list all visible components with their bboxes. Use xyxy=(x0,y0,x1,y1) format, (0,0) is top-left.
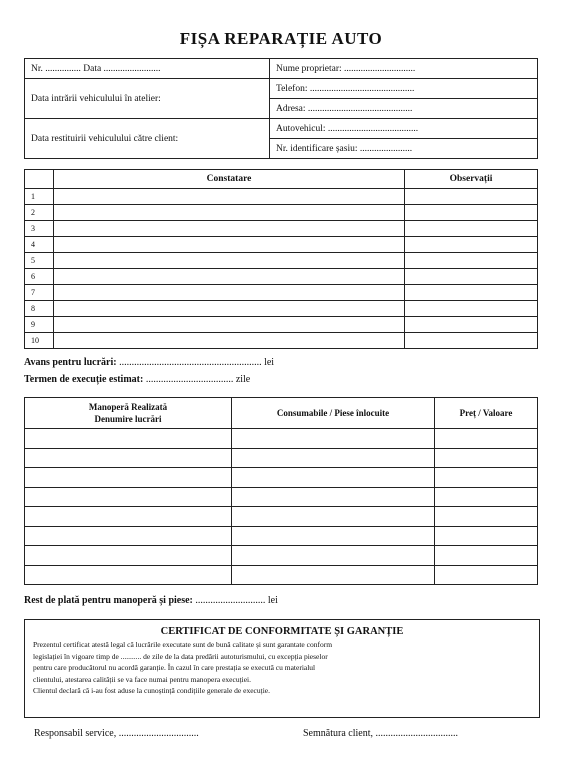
price-cell[interactable] xyxy=(435,565,538,585)
balance-input[interactable]: ............................ xyxy=(192,595,266,606)
parts-cell[interactable] xyxy=(232,507,435,527)
works-table xyxy=(24,397,538,585)
row-number: 1 xyxy=(25,189,54,205)
finding-cell[interactable] xyxy=(54,205,405,221)
row-number: 3 xyxy=(25,221,54,237)
parts-header: Consumabile / Piese înlocuite xyxy=(232,398,435,429)
price-cell[interactable] xyxy=(435,448,538,468)
return-date-field[interactable]: Data restituirii vehiculului către client: xyxy=(25,119,270,159)
service-signature[interactable]: Responsabil service, ................................ xyxy=(34,728,199,739)
findings-table xyxy=(24,169,538,349)
finding-cell[interactable] xyxy=(54,269,405,285)
balance-label: Rest de plată pentru manoperă și piese: xyxy=(24,595,193,606)
findings-row xyxy=(25,205,538,221)
price-cell[interactable] xyxy=(435,468,538,488)
certificate-line: Prezentul certificat atestă legal că lucrările executate sunt de bună calitate și sunt garantate conform xyxy=(33,640,333,649)
findings-row xyxy=(25,333,538,349)
certificate-body xyxy=(25,637,539,697)
phone-field[interactable]: Telefon: ............................................ xyxy=(269,79,537,99)
findings-row xyxy=(25,317,538,333)
finding-cell[interactable] xyxy=(54,221,405,237)
parts-cell[interactable] xyxy=(232,565,435,585)
row-number: 8 xyxy=(25,301,54,317)
labor-cell[interactable] xyxy=(25,507,232,527)
finding-cell[interactable] xyxy=(54,317,405,333)
observation-cell[interactable] xyxy=(405,301,538,317)
certificate-line: Clientul declară că i-au fost aduse la cunoștință condițiile generale de execuție. xyxy=(33,686,270,695)
labor-cell[interactable] xyxy=(25,448,232,468)
findings-row xyxy=(25,285,538,301)
findings-row xyxy=(25,221,538,237)
row-number: 9 xyxy=(25,317,54,333)
entry-date-field[interactable]: Data intrării vehiculului în atelier: xyxy=(25,79,270,119)
labor-cell[interactable] xyxy=(25,429,232,449)
observation-cell[interactable] xyxy=(405,317,538,333)
works-row xyxy=(25,507,538,527)
parts-cell[interactable] xyxy=(232,448,435,468)
findings-row xyxy=(25,189,538,205)
certificate-line: clientului, atestarea calității se va face numai pentru manopera execuției. xyxy=(33,674,252,684)
term-line xyxy=(24,374,250,385)
parts-cell[interactable] xyxy=(232,468,435,488)
finding-cell[interactable] xyxy=(54,253,405,269)
observation-cell[interactable] xyxy=(405,253,538,269)
labor-cell[interactable] xyxy=(25,487,232,507)
finding-cell[interactable] xyxy=(54,333,405,349)
findings-row xyxy=(25,253,538,269)
finding-cell[interactable] xyxy=(54,301,405,317)
term-unit: zile xyxy=(233,374,251,385)
parts-cell[interactable] xyxy=(232,429,435,449)
advance-line xyxy=(24,357,274,368)
observation-cell[interactable] xyxy=(405,189,538,205)
works-row xyxy=(25,429,538,449)
works-row xyxy=(25,448,538,468)
findings-header: Constatare xyxy=(54,170,405,189)
observation-cell[interactable] xyxy=(405,205,538,221)
price-cell[interactable] xyxy=(435,507,538,527)
term-input[interactable]: ................................... xyxy=(143,374,234,385)
term-label: Termen de execuție estimat: xyxy=(24,374,144,385)
price-cell[interactable] xyxy=(435,429,538,449)
address-field[interactable]: Adresa: ............................................ xyxy=(269,99,537,119)
observations-header: Observații xyxy=(405,170,538,189)
price-header: Preț / Valoare xyxy=(435,398,538,429)
row-number: 6 xyxy=(25,269,54,285)
row-number: 10 xyxy=(25,333,54,349)
finding-cell[interactable] xyxy=(54,285,405,301)
certificate-box xyxy=(24,619,540,718)
observation-cell[interactable] xyxy=(405,269,538,285)
labor-cell[interactable] xyxy=(25,468,232,488)
finding-cell[interactable] xyxy=(54,237,405,253)
works-row xyxy=(25,487,538,507)
finding-cell[interactable] xyxy=(54,189,405,205)
parts-cell[interactable] xyxy=(232,546,435,566)
advance-unit: lei xyxy=(261,357,275,368)
row-number-header xyxy=(25,170,54,189)
labor-header-line1: Manoperă Realizată xyxy=(88,402,168,412)
parts-cell[interactable] xyxy=(232,526,435,546)
row-number: 4 xyxy=(25,237,54,253)
row-number: 7 xyxy=(25,285,54,301)
certificate-title: CERTIFICAT DE CONFORMITATE ȘI GARANȚIE xyxy=(160,626,404,637)
works-row xyxy=(25,468,538,488)
price-cell[interactable] xyxy=(435,526,538,546)
observation-cell[interactable] xyxy=(405,285,538,301)
row-number: 5 xyxy=(25,253,54,269)
findings-row xyxy=(25,237,538,253)
page-title: FIȘA REPARAȚIE AUTO xyxy=(179,29,383,48)
certificate-line: pentru care producătorul nu acordă garanție. În cazul în care prestația se execută cu materialul xyxy=(33,663,316,672)
price-cell[interactable] xyxy=(435,546,538,566)
observation-cell[interactable] xyxy=(405,221,538,237)
findings-row xyxy=(25,301,538,317)
vehicle-header-table xyxy=(24,58,538,159)
parts-cell[interactable] xyxy=(232,487,435,507)
works-row xyxy=(25,546,538,566)
chassis-id-field[interactable]: Nr. identificare șasiu: ...................... xyxy=(269,139,537,159)
advance-label: Avans pentru lucrări: xyxy=(24,357,117,368)
balance-line xyxy=(24,595,278,606)
price-cell[interactable] xyxy=(435,487,538,507)
number-date-field[interactable]: Nr. ............... Data ........................ xyxy=(25,59,270,79)
vehicle-field[interactable]: Autovehicul: ...................................... xyxy=(269,119,537,139)
works-row xyxy=(25,526,538,546)
labor-cell[interactable] xyxy=(25,565,232,585)
labor-header xyxy=(25,398,232,429)
observation-cell[interactable] xyxy=(405,333,538,349)
advance-input[interactable]: ......................................................... xyxy=(116,357,262,368)
works-row xyxy=(25,565,538,585)
owner-name-field[interactable]: Nume proprietar: .............................. xyxy=(269,59,537,79)
row-number: 2 xyxy=(25,205,54,221)
labor-header-line2: Denumire lucrări xyxy=(94,414,162,424)
findings-row xyxy=(25,269,538,285)
labor-cell[interactable] xyxy=(25,526,232,546)
client-signature[interactable]: Semnătura client, ................................. xyxy=(303,728,458,739)
balance-unit: lei xyxy=(265,595,278,606)
certificate-line: legislației în vigoare timp de ........... de zile de la data predării autoturismului, cu excepția pieselor xyxy=(33,651,328,661)
labor-cell[interactable] xyxy=(25,546,232,566)
observation-cell[interactable] xyxy=(405,237,538,253)
